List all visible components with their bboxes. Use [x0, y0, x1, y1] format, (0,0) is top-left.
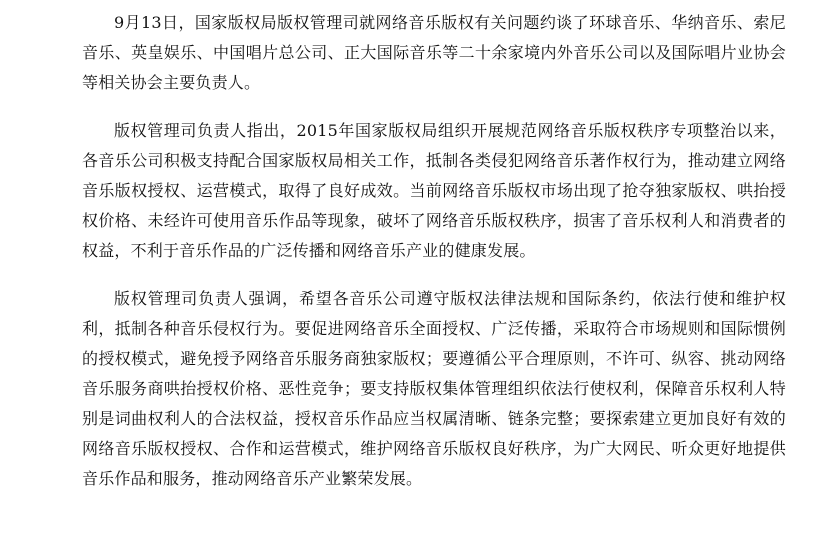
paragraph-meeting-announcement: 9月13日，国家版权局版权管理司就网络音乐版权有关问题约谈了环球音乐、华纳音乐、索尼音乐、英皇娱乐、中国唱片总公司、正大国际音乐等二十余家境内外音乐公司以及国际唱片业协会等相关协会主要负责人。 — [82, 13, 786, 92]
paragraph-official-remarks: 版权管理司负责人指出，2015年国家版权局组织开展规范网络音乐版权秩序专项整治以来，各音乐公司积极支持配合国家版权局相关工作，抵制各类侵犯网络音乐著作权行为，推动建立网络音乐版权授权、运营模式，取得了良好成效。当前网络音乐版权市场出现了抢夺独家版权、哄抬授权价格、未经许可使用音乐作品等现象，破坏了网络音乐版权秩序，损害了音乐权利人和消费者的权益，不利于音乐作品的广泛传播和网络音乐产业的健康发展。 — [82, 121, 786, 260]
article-body — [82, 0, 786, 512]
paragraph-requirements: 版权管理司负责人强调，希望各音乐公司遵守版权法律法规和国际条约，依法行使和维护权利，抵制各种音乐侵权行为。要促进网络音乐全面授权、广泛传播，采取符合市场规则和国际惯例的授权模式，避免授予网络音乐服务商独家版权；要遵循公平合理原则，不许可、纵容、挑动网络音乐服务商哄抬授权价格、恶性竞争；要支持版权集体管理组织依法行使权利，保障音乐权利人特别是词曲权利人的合法权益，授权音乐作品应当权属清晰、链条完整；要探索建立更加良好有效的网络音乐版权授权、合作和运营模式，维护网络音乐版权良好秩序，为广大网民、听众更好地提供音乐作品和服务，推动网络音乐产业繁荣发展。 — [82, 289, 786, 488]
